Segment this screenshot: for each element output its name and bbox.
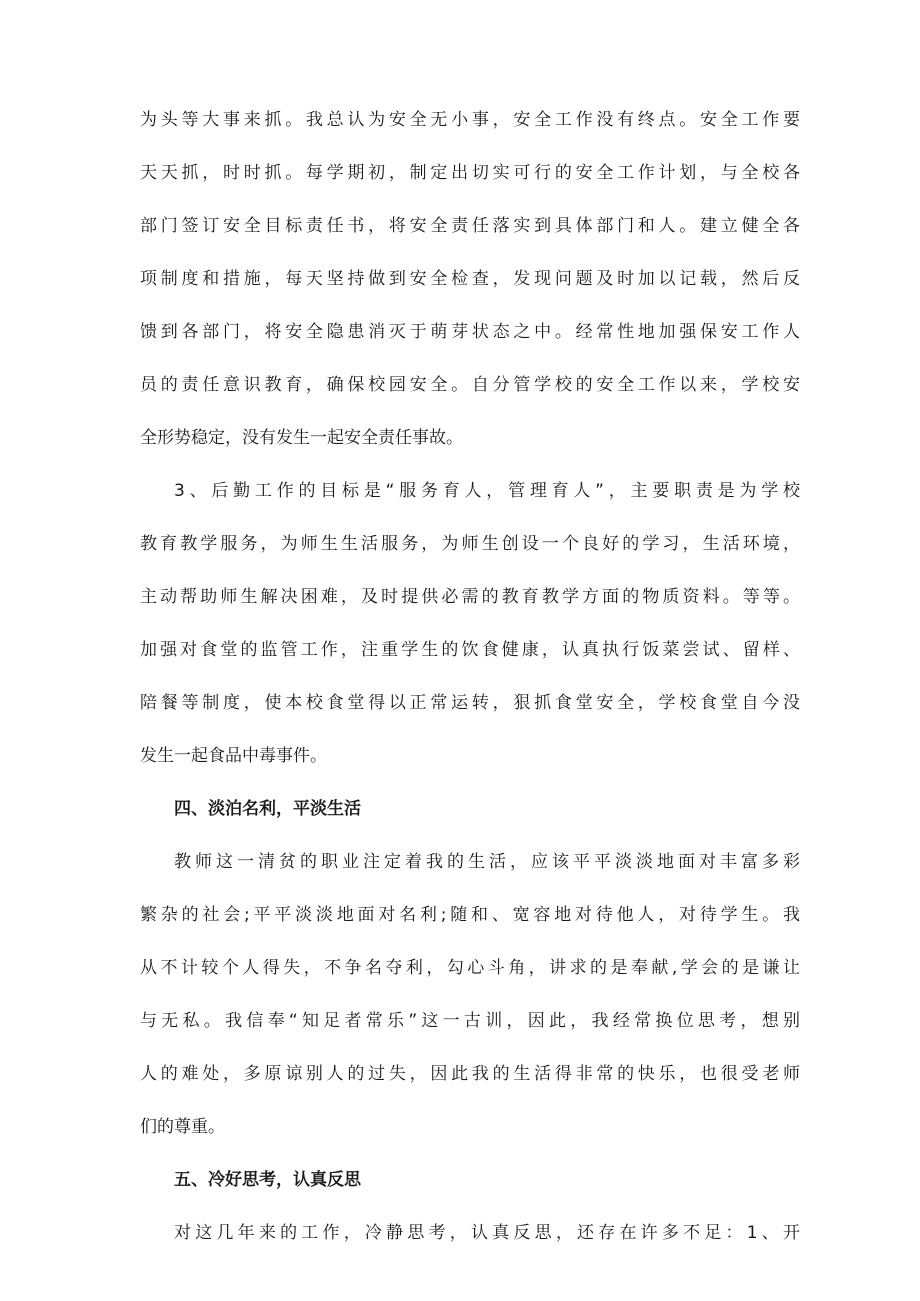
text-line: 们的尊重。 bbox=[140, 1117, 225, 1137]
text-line: 部门签订安全目标责任书，将安全责任落实到具体部门和人。建立健全各 bbox=[140, 216, 800, 236]
text-line: 全形势稳定，没有发生一起安全责任事故。 bbox=[140, 428, 463, 448]
text-line: 天天抓，时时抓。每学期初，制定出切实可行的安全工作计划，与全校各 bbox=[140, 163, 800, 183]
text-line: 教育教学服务，为师生生活服务，为师生创设一个良好的学习，生活环境， bbox=[140, 534, 800, 554]
text-line: 馈到各部门，将安全隐患消灭于萌芽状态之中。经常性地加强保安工作人 bbox=[140, 322, 800, 342]
text-line: 陪餐等制度，使本校食堂得以正常运转，狠抓食堂安全，学校食堂自今没 bbox=[140, 693, 800, 713]
text-line: 从不计较个人得失，不争名夺利，勾心斗角，讲求的是奉献,学会的是谦让 bbox=[140, 958, 800, 978]
section-heading: 四、淡泊名利，平淡生活 bbox=[174, 799, 361, 819]
text-line: 主动帮助师生解决困难，及时提供必需的教育教学方面的物质资料。等等。 bbox=[140, 587, 800, 607]
section-heading: 五、冷好思考，认真反思 bbox=[174, 1170, 361, 1190]
text-line: 人的难处，多原谅别人的过失，因此我的生活得非常的快乐，也很受老师 bbox=[140, 1064, 800, 1084]
text-line: 项制度和措施，每天坚持做到安全检查，发现问题及时加以记载，然后反 bbox=[140, 269, 800, 289]
text-line: 加强对食堂的监管工作，注重学生的饮食健康，认真执行饭菜尝试、留样、 bbox=[140, 640, 800, 660]
paragraph-first-line: 教师这一清贫的职业注定着我的生活，应该平平淡淡地面对丰富多彩 bbox=[174, 852, 800, 872]
paragraph-first-line: 3、后勤工作的目标是“服务育人，管理育人”，主要职责是为学校 bbox=[174, 481, 800, 501]
paragraph-first-line: 对这几年来的工作，冷静思考，认真反思，还存在许多不足：1、开 bbox=[174, 1223, 800, 1243]
text-line: 与无私。我信奉“知足者常乐”这一古训，因此，我经常换位思考，想别 bbox=[140, 1011, 800, 1031]
text-line: 员的责任意识教育，确保校园安全。自分管学校的安全工作以来，学校安 bbox=[140, 375, 800, 395]
text-line: 为头等大事来抓。我总认为安全无小事，安全工作没有终点。安全工作要 bbox=[140, 110, 800, 130]
text-line: 发生一起食品中毒事件。 bbox=[140, 746, 327, 766]
text-line: 繁杂的社会;平平淡淡地面对名利;随和、宽容地对待他人，对待学生。我 bbox=[140, 905, 800, 925]
